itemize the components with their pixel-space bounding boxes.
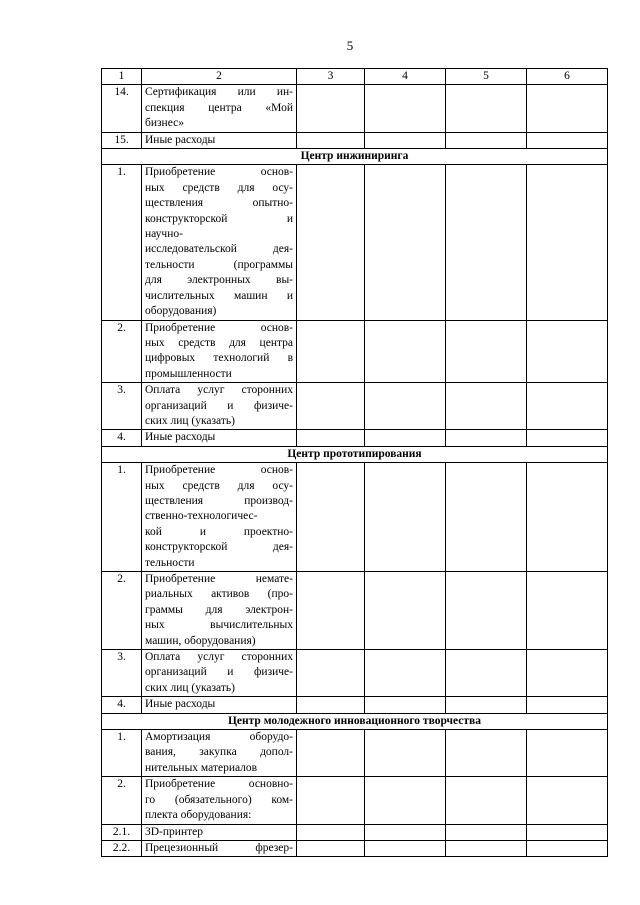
description-line: плекта оборудования: xyxy=(145,809,252,822)
value-cell[interactable] xyxy=(527,777,608,824)
value-cell[interactable] xyxy=(297,463,365,572)
value-cell[interactable] xyxy=(446,463,527,572)
description-line: ных средств для осу- xyxy=(145,479,293,492)
value-cell[interactable] xyxy=(297,572,365,650)
description-line: организаций и физиче- xyxy=(145,399,293,412)
description-line: Приобретение основ- xyxy=(145,166,293,179)
description-line: тельности xyxy=(145,556,195,569)
value-cell[interactable] xyxy=(446,572,527,650)
description-line: Сертификация или ин- xyxy=(145,86,293,99)
value-cell[interactable] xyxy=(527,383,608,430)
column-header: 5 xyxy=(446,69,527,85)
page-number: 5 xyxy=(346,38,354,53)
description-line: Оплата услуг сторонних xyxy=(145,384,293,397)
section-title: Центр прототипирования xyxy=(102,446,608,462)
value-cell[interactable] xyxy=(297,85,365,132)
description-line: бизнес» xyxy=(145,117,184,130)
description-line: Иные расходы xyxy=(145,698,216,711)
value-cell[interactable] xyxy=(365,572,446,650)
value-cell[interactable] xyxy=(446,165,527,320)
value-cell[interactable] xyxy=(365,320,446,383)
row-number: 3. xyxy=(102,650,142,697)
value-cell[interactable] xyxy=(365,777,446,824)
value-cell[interactable] xyxy=(446,85,527,132)
table-row xyxy=(102,650,608,697)
row-number: 1. xyxy=(102,463,142,572)
column-header: 3 xyxy=(297,69,365,85)
value-cell[interactable] xyxy=(297,383,365,430)
row-description xyxy=(142,383,297,430)
description-line: промышленности xyxy=(145,367,232,380)
table-row xyxy=(102,430,608,446)
row-description xyxy=(142,650,297,697)
row-description xyxy=(142,697,297,713)
row-number: 4. xyxy=(102,697,142,713)
column-header: 1 xyxy=(102,69,142,85)
value-cell[interactable] xyxy=(365,165,446,320)
row-description xyxy=(142,85,297,132)
value-cell[interactable] xyxy=(365,85,446,132)
column-header: 6 xyxy=(527,69,608,85)
row-description xyxy=(142,824,297,840)
section-title: Центр инжиниринга xyxy=(102,149,608,165)
description-line: Приобретение основно- xyxy=(145,778,293,791)
value-cell[interactable] xyxy=(365,730,446,777)
value-cell[interactable] xyxy=(527,85,608,132)
table-row xyxy=(102,730,608,777)
value-cell[interactable] xyxy=(446,650,527,697)
value-cell[interactable] xyxy=(446,697,527,713)
description-line: научно- xyxy=(145,228,183,241)
description-line: оборудования) xyxy=(145,305,217,318)
description-line: спекция центра «Мой xyxy=(145,101,293,114)
table-row xyxy=(102,840,608,856)
row-number: 2. xyxy=(102,777,142,824)
table-row xyxy=(102,697,608,713)
description-line: Иные расходы xyxy=(145,431,216,444)
table-row xyxy=(102,85,608,132)
row-description xyxy=(142,430,297,446)
description-line: кой и проектно- xyxy=(145,525,293,538)
value-cell[interactable] xyxy=(527,697,608,713)
description-line: Иные расходы xyxy=(145,133,216,146)
description-line: цифровых технологий в xyxy=(145,352,293,365)
row-number: 14. xyxy=(102,85,142,132)
row-number: 1. xyxy=(102,165,142,320)
row-number: 2.1. xyxy=(102,824,142,840)
table-row xyxy=(102,572,608,650)
description-line: Оплата услуг сторонних xyxy=(145,651,293,664)
section-header-row xyxy=(102,713,608,729)
description-line: нительных материалов xyxy=(145,761,258,774)
row-number: 2. xyxy=(102,572,142,650)
row-number: 1. xyxy=(102,730,142,777)
description-line: ных средств для центра xyxy=(145,336,293,349)
description-line: 3D-принтер xyxy=(145,825,203,838)
value-cell[interactable] xyxy=(297,840,365,856)
value-cell[interactable] xyxy=(446,840,527,856)
description-line: ществления производ- xyxy=(145,494,293,507)
row-number: 15. xyxy=(102,132,142,148)
value-cell[interactable] xyxy=(527,430,608,446)
description-line: машин, оборудования) xyxy=(145,634,256,647)
description-line: числительных машин и xyxy=(145,289,293,302)
section-title: Центр молодежного инновационного творчества xyxy=(102,713,608,729)
description-line: граммы для электрон- xyxy=(145,603,293,616)
description-line: Амортизация оборудо- xyxy=(145,731,293,744)
row-number: 3. xyxy=(102,383,142,430)
description-line: тельности (программы xyxy=(145,258,293,271)
value-cell[interactable] xyxy=(365,650,446,697)
row-description xyxy=(142,840,297,856)
value-cell[interactable] xyxy=(446,824,527,840)
value-cell[interactable] xyxy=(527,165,608,320)
value-cell[interactable] xyxy=(297,320,365,383)
value-cell[interactable] xyxy=(365,383,446,430)
description-line: конструкторской дея- xyxy=(145,541,293,554)
value-cell[interactable] xyxy=(365,840,446,856)
table-header-row xyxy=(102,69,608,85)
description-line: риальных активов (про- xyxy=(145,588,293,601)
value-cell[interactable] xyxy=(297,777,365,824)
value-cell[interactable] xyxy=(365,463,446,572)
value-cell[interactable] xyxy=(365,430,446,446)
description-line: ществления опытно- xyxy=(145,197,293,210)
value-cell[interactable] xyxy=(446,777,527,824)
value-cell[interactable] xyxy=(527,320,608,383)
description-line: ских лиц (указать) xyxy=(145,681,235,694)
section-header-row xyxy=(102,446,608,462)
value-cell[interactable] xyxy=(527,463,608,572)
description-line: Приобретение немате- xyxy=(145,573,293,585)
value-cell[interactable] xyxy=(297,132,365,148)
row-description xyxy=(142,730,297,777)
value-cell[interactable] xyxy=(527,730,608,777)
row-number: 2.2. xyxy=(102,840,142,856)
description-line: Прецезионный фрезер- xyxy=(145,841,293,854)
value-cell[interactable] xyxy=(446,430,527,446)
row-description xyxy=(142,320,297,383)
description-line: ных вычислительных xyxy=(145,619,293,632)
value-cell[interactable] xyxy=(446,730,527,777)
row-description xyxy=(142,165,297,320)
value-cell[interactable] xyxy=(527,572,608,650)
table-row xyxy=(102,165,608,320)
description-line: вания, закупка допол- xyxy=(145,746,293,759)
description-line: организаций и физиче- xyxy=(145,666,293,679)
table-row xyxy=(102,320,608,383)
description-line: ственно-технологичес- xyxy=(145,510,258,523)
description-line: Приобретение основ- xyxy=(145,464,293,477)
value-cell[interactable] xyxy=(527,650,608,697)
value-cell[interactable] xyxy=(446,320,527,383)
value-cell[interactable] xyxy=(446,383,527,430)
value-cell[interactable] xyxy=(446,132,527,148)
table-row xyxy=(102,777,608,824)
description-line: го (обязательного) ком- xyxy=(145,793,293,806)
row-number: 2. xyxy=(102,320,142,383)
column-header: 4 xyxy=(365,69,446,85)
description-line: ских лиц (указать) xyxy=(145,414,235,427)
value-cell[interactable] xyxy=(297,430,365,446)
value-cell[interactable] xyxy=(297,730,365,777)
description-line: конструкторской и xyxy=(145,212,293,225)
value-cell[interactable] xyxy=(365,697,446,713)
description-line: Приобретение основ- xyxy=(145,321,293,334)
table-row xyxy=(102,383,608,430)
value-cell[interactable] xyxy=(365,132,446,148)
expense-table xyxy=(101,68,608,857)
row-description xyxy=(142,777,297,824)
value-cell[interactable] xyxy=(527,132,608,148)
value-cell[interactable] xyxy=(527,840,608,856)
value-cell[interactable] xyxy=(365,824,446,840)
table-row xyxy=(102,132,608,148)
value-cell[interactable] xyxy=(297,824,365,840)
table-row xyxy=(102,824,608,840)
row-number: 4. xyxy=(102,430,142,446)
section-header-row xyxy=(102,149,608,165)
row-description xyxy=(142,132,297,148)
description-line: ных средств для осу- xyxy=(145,181,293,194)
value-cell[interactable] xyxy=(527,824,608,840)
column-header: 2 xyxy=(142,69,297,85)
value-cell[interactable] xyxy=(297,165,365,320)
description-line: для электронных вы- xyxy=(145,274,293,287)
table-row xyxy=(102,463,608,572)
value-cell[interactable] xyxy=(297,650,365,697)
description-line: исследовательской дея- xyxy=(145,243,293,256)
value-cell[interactable] xyxy=(297,697,365,713)
row-description xyxy=(142,463,297,572)
row-description xyxy=(142,572,297,650)
